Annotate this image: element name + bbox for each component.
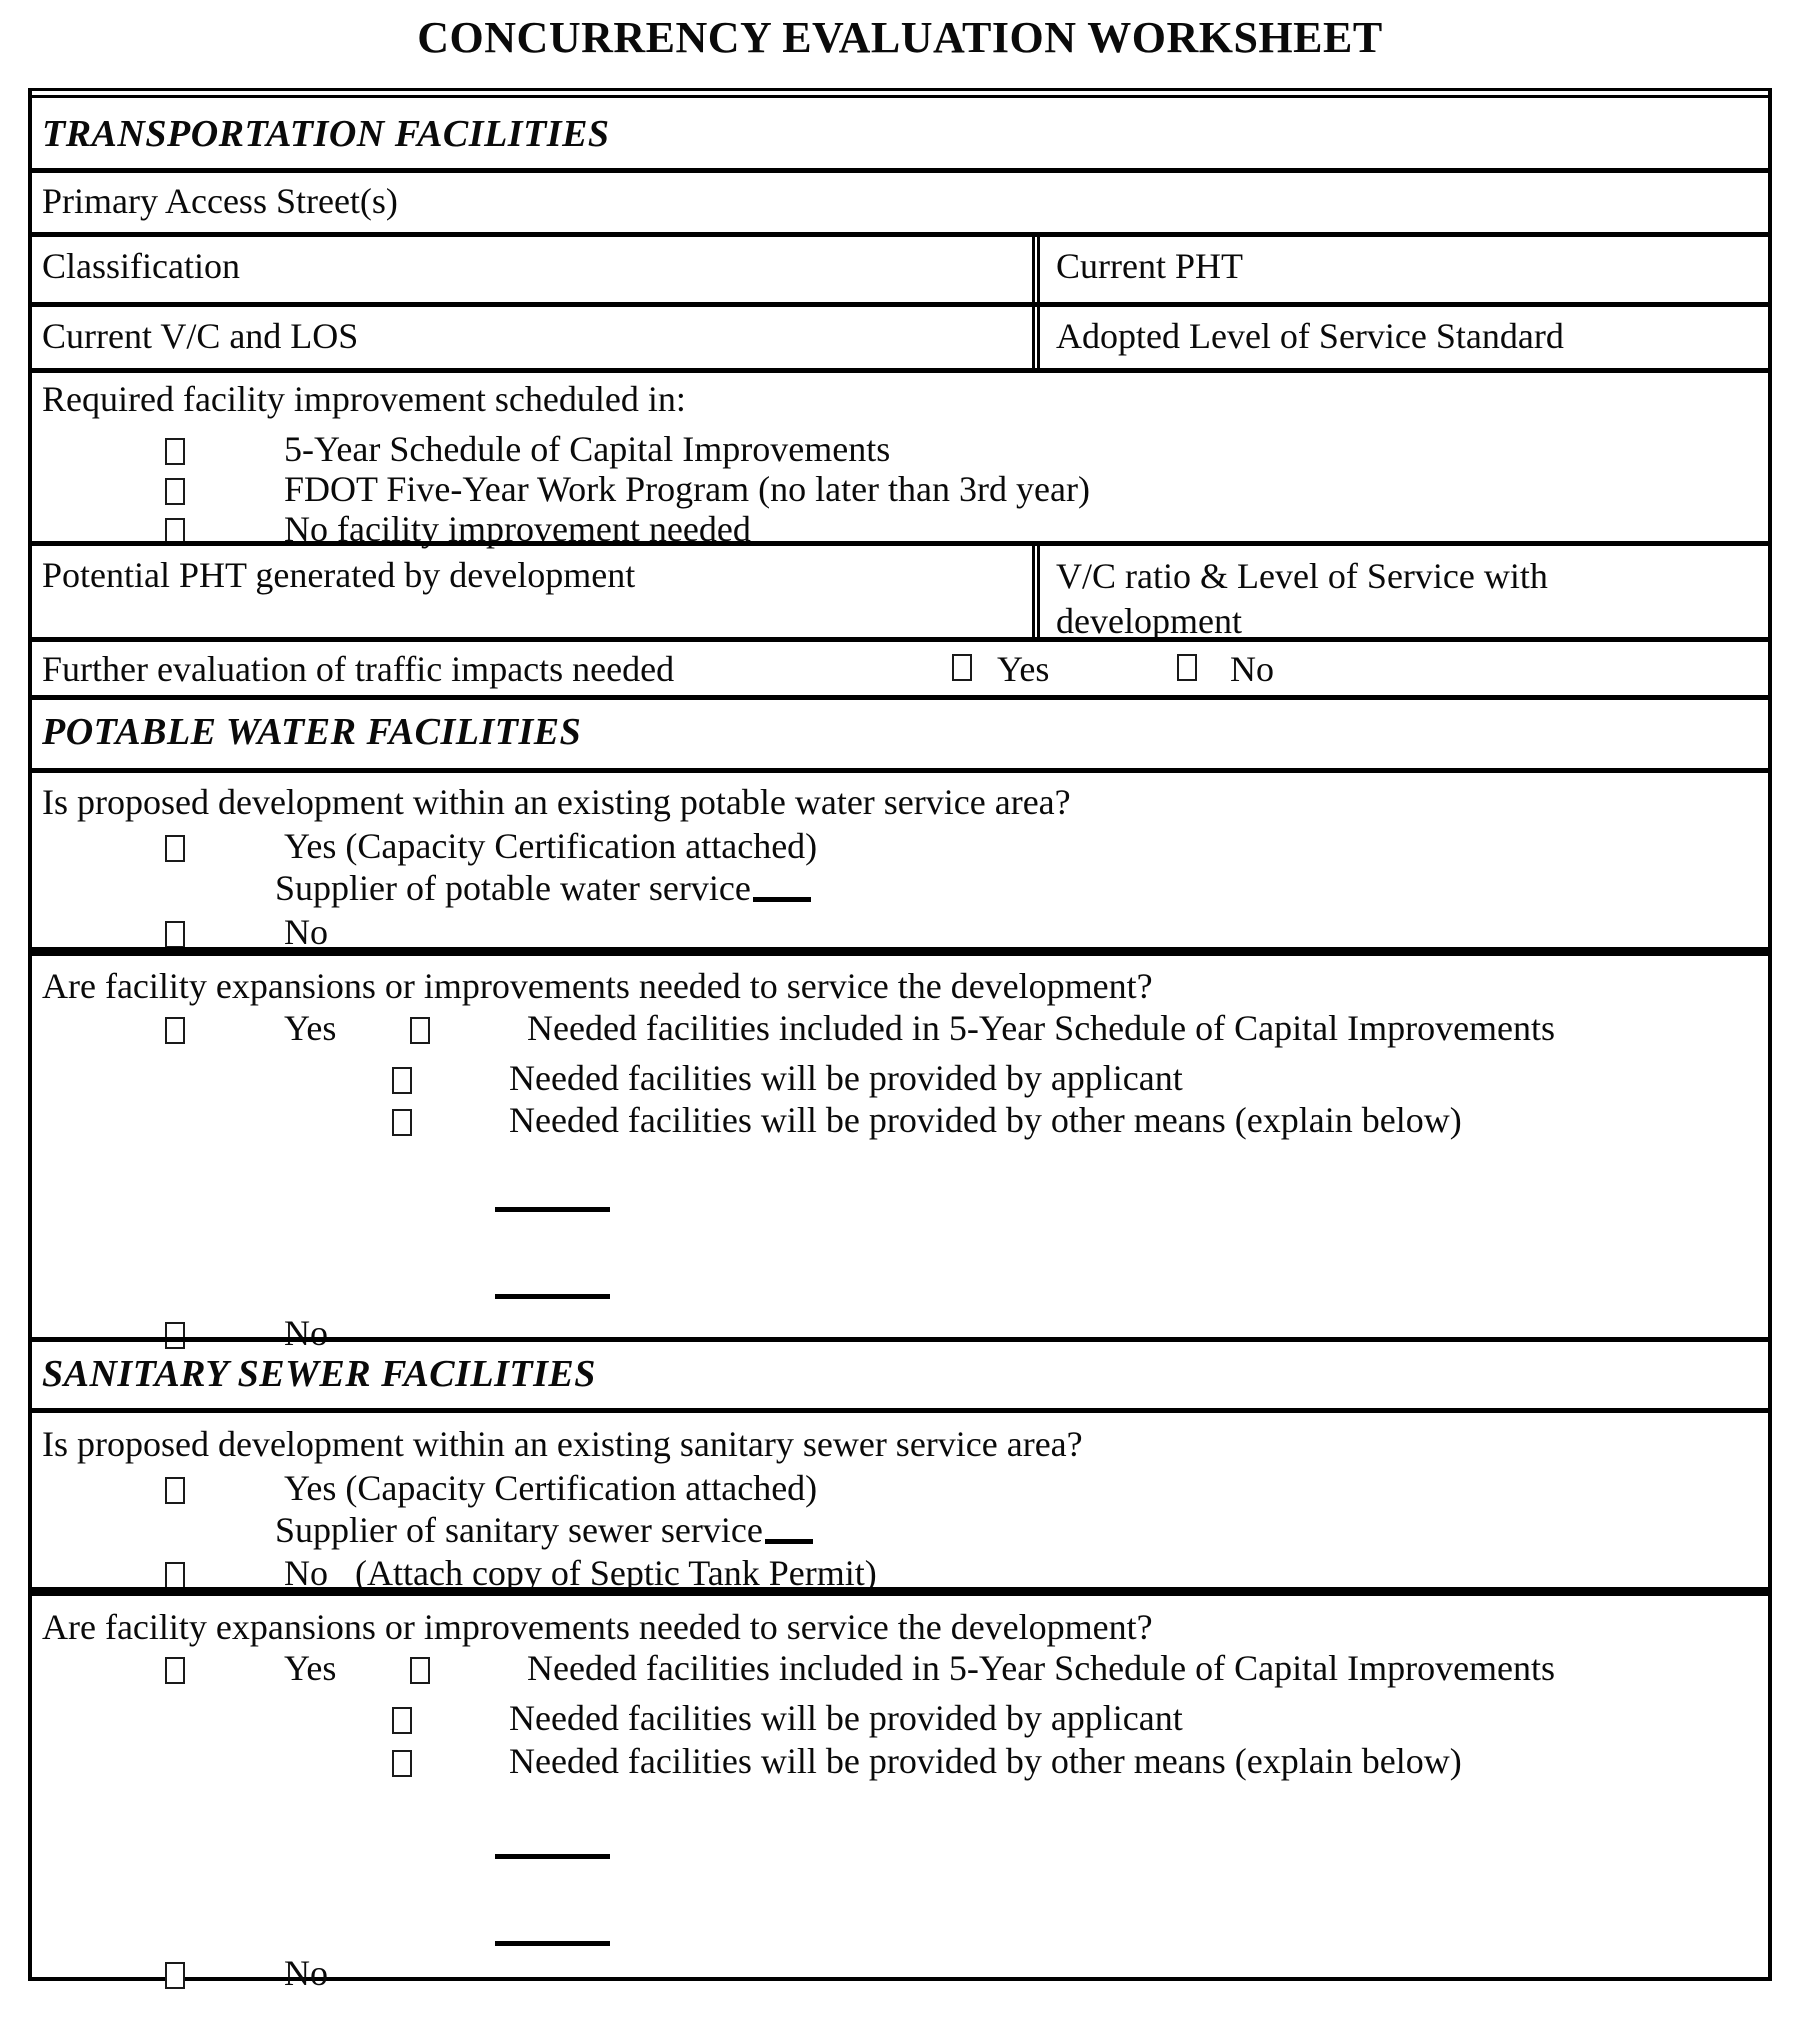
current-vc-los-label: Current V/C and LOS	[42, 316, 359, 356]
potable-expansion-question: Are facility expansions or improvements needed to service the development?	[42, 966, 1153, 1006]
required-improvement-label: Required facility improvement scheduled in:	[42, 379, 686, 419]
sanitary-expansion-yes-label: Yes	[284, 1648, 337, 1688]
checkbox-potable-service-no[interactable]	[165, 921, 185, 948]
checkbox-potable-needed-applicant[interactable]	[392, 1067, 412, 1094]
checkbox-further-eval-yes[interactable]	[952, 654, 972, 681]
row-required-improvement	[32, 368, 1768, 549]
adopted-los-label: Adopted Level of Service Standard	[1056, 316, 1564, 356]
classification-cell	[32, 237, 1032, 302]
section-sanitary-sewer	[32, 1337, 1768, 1408]
further-eval-yes-label: Yes	[997, 649, 1050, 689]
current-pht-cell	[1032, 237, 1768, 302]
potable-service-yes-label: Yes (Capacity Certification attached)	[284, 826, 818, 866]
vc-ratio-dev-label: V/C ratio & Level of Service with development	[1056, 556, 1548, 641]
row-further-evaluation	[32, 637, 1768, 695]
primary-access-label: Primary Access Street(s)	[42, 181, 398, 221]
sanitary-expansion-no-label: No	[284, 1953, 328, 1993]
potable-needed-applicant-label: Needed facilities will be provided by applicant	[509, 1058, 1183, 1098]
checkbox-sanitary-needed-cip[interactable]	[410, 1657, 430, 1684]
sanitary-supplier-label: Supplier of sanitary sewer service	[275, 1510, 763, 1550]
sanitary-needed-applicant-label: Needed facilities will be provided by applicant	[509, 1698, 1183, 1738]
potable-expansion-no-label: No	[284, 1313, 328, 1353]
sanitary-needed-other-label: Needed facilities will be provided by other means (explain below)	[509, 1741, 1462, 1781]
potable-needed-cip-label: Needed facilities included in 5-Year Schedule of Capital Improvements	[527, 1008, 1556, 1048]
fill-line-potable-explain-2[interactable]	[495, 1294, 610, 1299]
checkbox-sanitary-needed-applicant[interactable]	[392, 1707, 412, 1734]
fill-line-sanitary-explain-2[interactable]	[495, 1941, 610, 1946]
fill-line-potable-explain-1[interactable]	[495, 1207, 610, 1212]
row-potable-service-area	[32, 768, 1768, 952]
worksheet-table	[28, 88, 1772, 1993]
fill-line-sanitary-explain-1[interactable]	[495, 1854, 610, 1859]
further-eval-no-label: No	[1230, 649, 1274, 689]
checkbox-sanitary-service-yes[interactable]	[165, 1477, 185, 1504]
classification-label: Classification	[42, 246, 240, 286]
sanitary-service-area-question: Is proposed development within an existing sanitary sewer service area?	[42, 1424, 1083, 1464]
page-title: CONCURRENCY EVALUATION WORKSHEET	[417, 13, 1383, 62]
section-transportation	[32, 88, 1768, 168]
checkbox-potable-needed-cip[interactable]	[410, 1017, 430, 1044]
potable-supplier-label: Supplier of potable water service	[275, 868, 751, 908]
potable-expansion-yes-label: Yes	[284, 1008, 337, 1048]
row-potable-expansions	[32, 947, 1768, 1353]
current-vc-los-cell	[32, 307, 1032, 368]
option-no-improvement-needed: No facility improvement needed	[284, 509, 751, 549]
potable-service-area-question: Is proposed development within an existing potable water service area?	[42, 782, 1071, 822]
row-sanitary-expansions	[32, 1587, 1768, 1993]
checkbox-sanitary-needed-other[interactable]	[392, 1750, 412, 1777]
checkbox-further-eval-no[interactable]	[1177, 654, 1197, 681]
sanitary-service-yes-label: Yes (Capacity Certification attached)	[284, 1468, 818, 1508]
potable-needed-other-label: Needed facilities will be provided by other means (explain below)	[509, 1100, 1462, 1140]
section-potable-water-title: POTABLE WATER FACILITIES	[42, 711, 582, 753]
checkbox-sanitary-expansion-no[interactable]	[165, 1962, 185, 1989]
option-5-year-schedule: 5-Year Schedule of Capital Improvements	[284, 429, 891, 469]
section-sanitary-sewer-title: SANITARY SEWER FACILITIES	[42, 1353, 596, 1395]
row-classification-pht	[32, 232, 1768, 302]
checkbox-sanitary-service-no[interactable]	[165, 1562, 185, 1589]
sanitary-service-no-note: (Attach copy of Septic Tank Permit)	[355, 1553, 877, 1593]
current-pht-label: Current PHT	[1056, 246, 1243, 286]
sanitary-expansion-question: Are facility expansions or improvements needed to service the development?	[42, 1607, 1153, 1647]
row-vc-los	[32, 302, 1768, 368]
checkbox-sanitary-expansion-yes[interactable]	[165, 1657, 185, 1684]
checkbox-potable-service-yes[interactable]	[165, 835, 185, 862]
sanitary-service-no-label: No	[284, 1553, 328, 1593]
option-fdot-work-program: FDOT Five-Year Work Program (no later than 3rd year)	[284, 469, 1090, 509]
potable-service-no-label: No	[284, 912, 328, 952]
checkbox-potable-needed-other[interactable]	[392, 1109, 412, 1136]
checkbox-potable-expansion-yes[interactable]	[165, 1017, 185, 1044]
further-eval-label: Further evaluation of traffic impacts needed	[42, 649, 675, 689]
adopted-los-cell	[1032, 307, 1768, 368]
vc-ratio-dev-cell	[1032, 546, 1768, 641]
row-primary-access	[32, 168, 1768, 232]
sanitary-needed-cip-label: Needed facilities included in 5-Year Schedule of Capital Improvements	[527, 1648, 1556, 1688]
potential-pht-label: Potential PHT generated by development	[42, 555, 636, 595]
fill-line-potable-supplier[interactable]	[753, 897, 811, 902]
section-potable-water	[32, 695, 1768, 768]
potential-pht-cell	[32, 546, 1032, 637]
checkbox-5-year-schedule[interactable]	[165, 438, 185, 465]
row-sanitary-service-area	[32, 1408, 1768, 1593]
checkbox-fdot-work-program[interactable]	[165, 478, 185, 505]
row-potential-pht	[32, 541, 1768, 641]
section-transportation-title: TRANSPORTATION FACILITIES	[42, 113, 610, 155]
fill-line-sanitary-supplier[interactable]	[765, 1539, 813, 1544]
